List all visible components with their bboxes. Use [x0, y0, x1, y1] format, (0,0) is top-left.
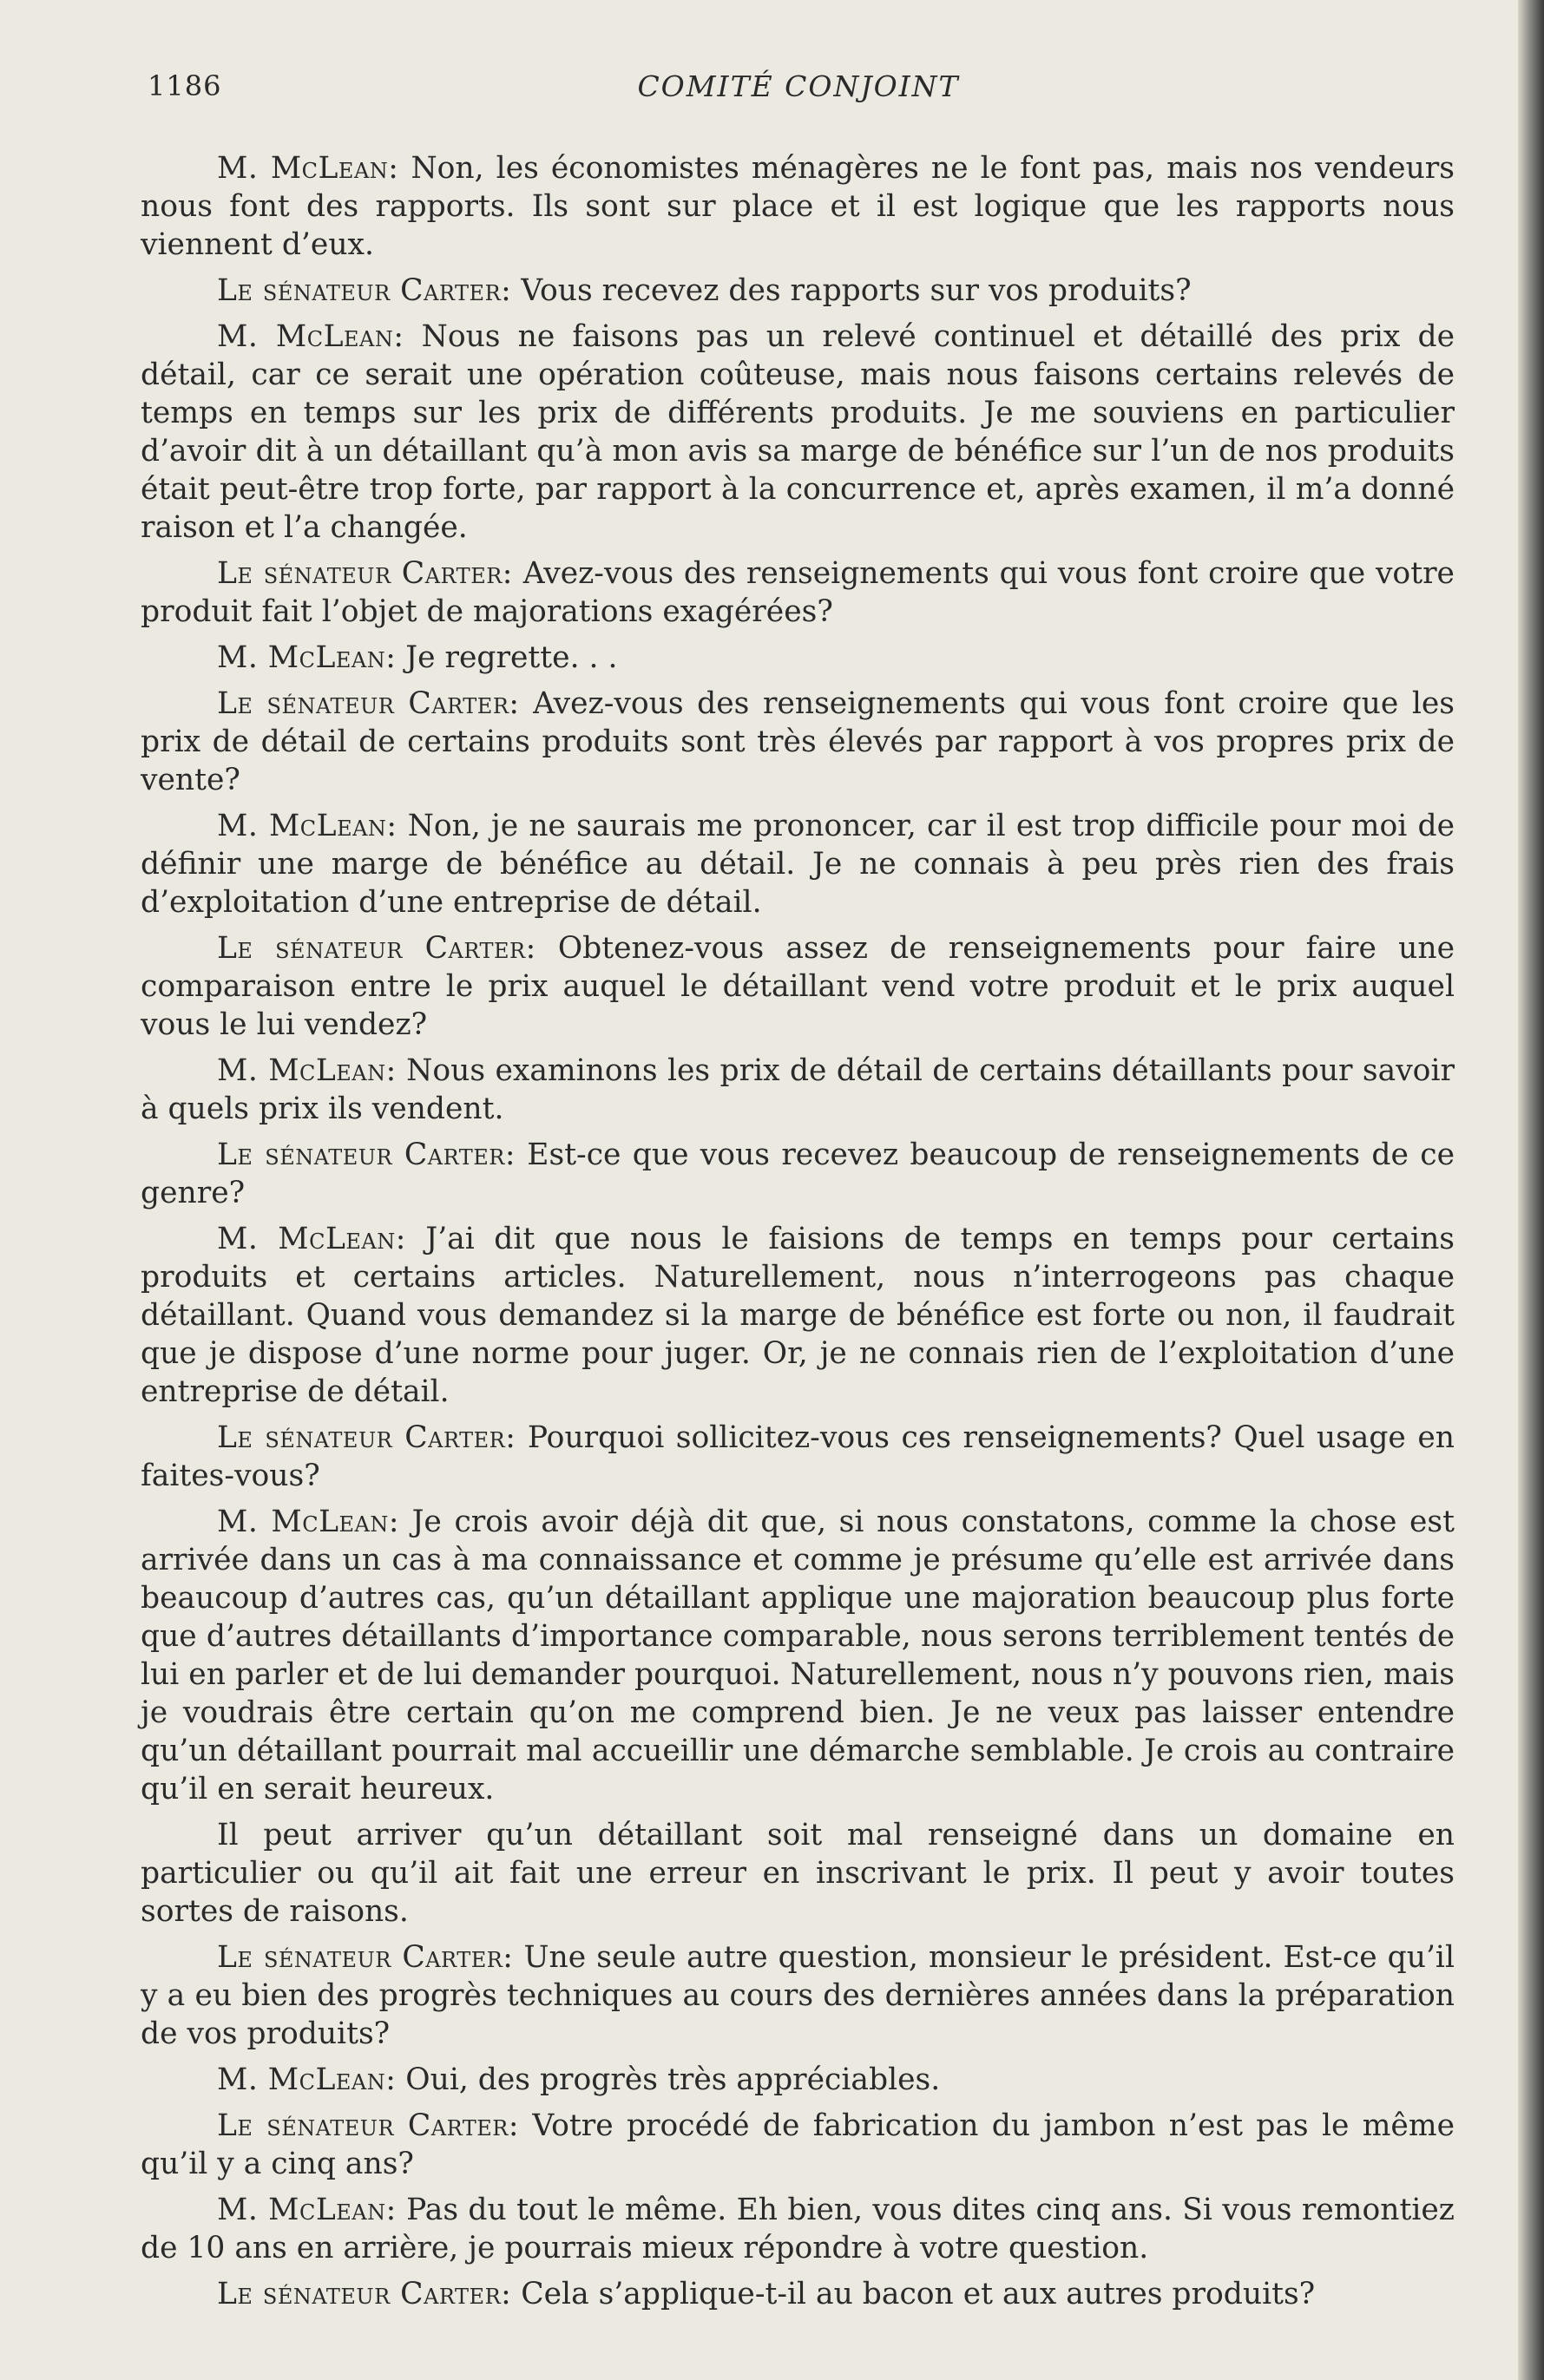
speaker: M. McLean:: [217, 640, 397, 675]
paragraph-text: Nous ne faisons pas un relevé continuel et détaillé des prix de détail, car ce serait une opération coûteuse, mais nous faisons certains relevés de temps en temps sur les prix de différents produits. Je me souviens en particulier d’avoir dit à un détaillant qu’à mon avis sa marge de bénéfice sur l’un de nos produits était peut-être trop forte, par rapport à la concurrence et, après examen, il m’a donné raison et l’a changée.: [141, 319, 1455, 545]
paragraph-text: Non, je ne saurais me prononcer, car il est trop difficile pour moi de définir une marge de bénéfice au détail. Je ne connais à peu près rien des frais d’exploitation d’une entreprise de détail.: [141, 809, 1455, 920]
paragraph: [141, 1816, 1455, 1931]
speaker: M. McLean:: [217, 2193, 397, 2227]
speaker: M. McLean:: [217, 151, 399, 186]
paragraph: [141, 1938, 1455, 2053]
speaker: Le sénateur Carter:: [217, 686, 520, 721]
speaker: M. McLean:: [217, 1505, 399, 1539]
paragraph-text: Je regrette. . .: [396, 640, 618, 675]
speaker: Le sénateur Carter:: [217, 1138, 516, 1172]
paragraph-text: Votre procédé de fabrication du jambon n’est pas le même qu’il y a cinq ans?: [141, 2108, 1455, 2181]
paragraph: [141, 1136, 1455, 1212]
paragraph: [141, 1220, 1455, 1411]
speaker: M. McLean:: [217, 1053, 397, 1088]
speaker: Le sénateur Carter:: [217, 931, 536, 966]
speaker: M. McLean:: [217, 1222, 406, 1256]
paragraph: [141, 2275, 1455, 2313]
paragraph-text: Je crois avoir déjà dit que, si nous constatons, comme la chose est arrivée dans un cas à ma connaissance et comme je présume qu’elle est arrivée dans beaucoup d’autres cas, qu’un détaillant applique une majoration beaucoup plus forte que d’autres détaillants d’importance comparable, nous serons terriblement tentés de lui en parler et de lui demander pourquoi. Naturellement, nous n’y pouvons rien, mais je voudrais être certain qu’on me comprend bien. Je ne veux pas laisser entendre qu’un détaillant pourrait mal accueillir une démarche semblable. Je crois au contraire qu’il en serait heureux.: [141, 1505, 1455, 1806]
speaker: M. McLean:: [217, 809, 397, 843]
page-binding-edge: [1518, 0, 1544, 2380]
paragraph: [141, 149, 1455, 264]
paragraph: [141, 1503, 1455, 1808]
paragraph-text: Vous recevez des rapports sur vos produits?: [511, 273, 1192, 308]
speaker: M. McLean:: [217, 2062, 397, 2097]
paragraph-text: Non, les économistes ménagères ne le font pas, mais nos vendeurs nous font des rapports. Ils sont sur place et il est logique que les rapports nous viennent d’eux.: [141, 151, 1455, 262]
speaker: Le sénateur Carter:: [217, 1420, 516, 1455]
paragraph: [141, 554, 1455, 631]
paragraph: [141, 929, 1455, 1044]
paragraph-text: Pourquoi sollicitez-vous ces renseignements? Quel usage en faites-vous?: [141, 1420, 1455, 1493]
paragraph-text: Il peut arriver qu’un détaillant soit mal renseigné dans un domaine en particulier ou qu’il ait fait une erreur en inscrivant le prix. Il peut y avoir toutes sortes de raisons.: [141, 1818, 1455, 1929]
paragraph: [141, 2061, 1455, 2099]
paragraph-text: Obtenez-vous assez de renseignements pour faire une comparaison entre le prix auquel le détaillant vend votre produit et le prix auquel vous le lui vendez?: [141, 931, 1455, 1042]
paragraph: [141, 318, 1455, 547]
speaker: Le sénateur Carter:: [217, 273, 512, 308]
paragraph: [141, 807, 1455, 921]
paragraph: [141, 272, 1455, 310]
paragraph-text: Est-ce que vous recevez beaucoup de renseignements de ce genre?: [141, 1138, 1455, 1210]
paragraph-text: Avez-vous des renseignements qui vous font croire que votre produit fait l’objet de majorations exagérées?: [141, 556, 1455, 629]
transcript-body: [141, 149, 1455, 2321]
paragraph: [141, 685, 1455, 799]
paragraph-text: Cela s’applique-t-il au bacon et aux autres produits?: [511, 2277, 1316, 2311]
paragraph-text: Une seule autre question, monsieur le président. Est-ce qu’il y a eu bien des progrès techniques au cours des dernières années dans la préparation de vos produits?: [141, 1940, 1455, 2051]
paragraph-text: Avez-vous des renseignements qui vous font croire que les prix de détail de certains produits sont très élevés par rapport à vos propres prix de vente?: [141, 686, 1455, 797]
speaker: M. McLean:: [217, 319, 404, 354]
paragraph-text: J’ai dit que nous le faisions de temps en temps pour certains produits et certains articles. Naturellement, nous n’interrogeons pas chaque détaillant. Quand vous demandez si la marge de bénéfice est forte ou non, il faudrait que je dispose d’une norme pour juger. Or, je ne connais rien de l’exploitation d’une entreprise de détail.: [141, 1222, 1455, 1409]
paragraph: [141, 1052, 1455, 1128]
page-number: 1186: [148, 69, 222, 102]
paragraph-text: Pas du tout le même. Eh bien, vous dites cinq ans. Si vous remontiez de 10 ans en arrière, je pourrais mieux répondre à votre question.: [141, 2193, 1455, 2265]
speaker: Le sénateur Carter:: [217, 2108, 519, 2143]
paragraph: [141, 2107, 1455, 2183]
speaker: Le sénateur Carter:: [217, 556, 513, 591]
speaker: Le sénateur Carter:: [217, 2277, 512, 2311]
paragraph-text: Nous examinons les prix de détail de certains détaillants pour savoir à quels prix ils vendent.: [141, 1053, 1455, 1126]
paragraph-text: Oui, des progrès très appréciables.: [396, 2062, 941, 2097]
paragraph: [141, 2191, 1455, 2267]
page-header: [148, 69, 1449, 121]
paragraph: [141, 1419, 1455, 1495]
speaker: Le sénateur Carter:: [217, 1940, 514, 1975]
paragraph: [141, 639, 1455, 677]
running-title: COMITÉ CONJOINT: [637, 69, 960, 103]
